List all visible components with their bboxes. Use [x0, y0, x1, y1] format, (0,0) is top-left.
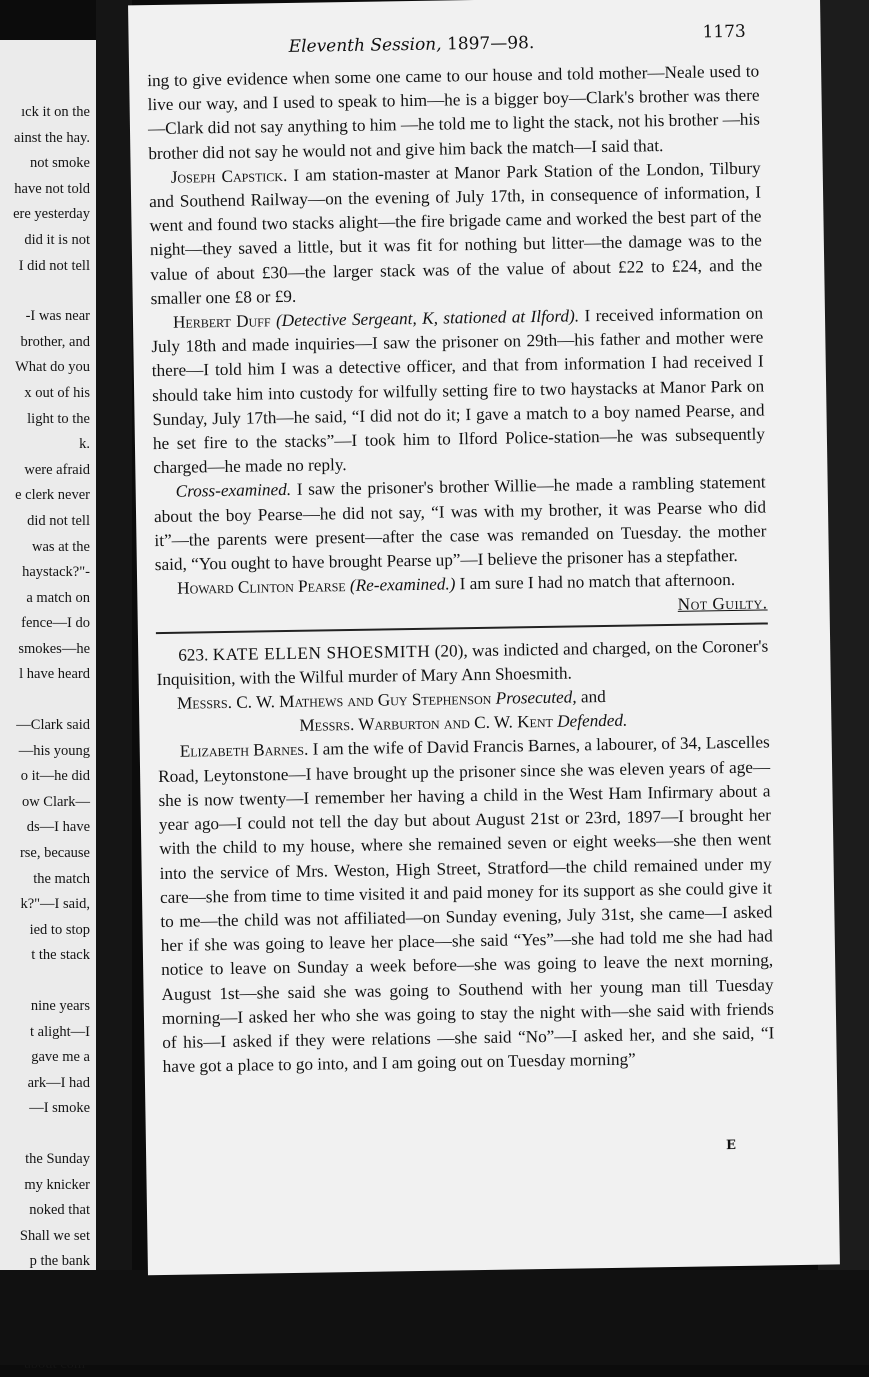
- left-page-line: gave me a: [31, 1049, 90, 1066]
- left-page-line: light to the: [27, 410, 90, 427]
- charge-text: was indicted and charged, on the Coroner's Inquisition, with the Wilful murder of Mary Ann Shoesmith.: [156, 636, 769, 689]
- left-page-line: ıck it on the: [21, 104, 90, 120]
- left-page-line: was at the: [32, 538, 90, 555]
- left-page-gap: [0, 279, 90, 304]
- defence-label: Defended.: [557, 710, 628, 732]
- witness-name: Joseph Capstick.: [170, 165, 288, 187]
- left-page-line: ainst the hay.: [14, 129, 90, 146]
- left-page-line: —Clark said: [16, 717, 90, 734]
- paragraph-duff: Herbert Duff (Detective Sergeant, K, stationed at Ilford). I received information on July 18th and made inquiries—I saw the prisoner on 29th—his father and mother were there—I told him I was a detective officer, and that from information I had received I should take him into custody for wilfully setting fire to two haystacks at Manor Park on Sunday, July 17th—he said, “I did not do it; I gave a match to a boy named Pearse, and he set fire to the stacks”—I took him to Ilford Police-station—he was subsequently charged—he made no reply.: [151, 303, 766, 478]
- left-page-line: t alight—I: [29, 1023, 90, 1040]
- paragraph-cross-examined: Cross-examined. I saw the prisoner's brother Willie—he made a rambling statement about the boy Pearse—he did not say, “I was with my brother, it was Pearse who did it”—the parents were present—after the case was remanded on Tuesday. the mother said, “You ought to have brought Pearse up”—I believe the prisoner has a stepfather.: [153, 472, 767, 575]
- witness-name: Herbert Duff: [172, 311, 271, 332]
- left-page-line: ark—I had: [27, 1074, 90, 1091]
- left-page-line: ied to stop: [29, 921, 90, 938]
- paragraph-continued-testimony: ing to give evidence when some one came to our house and told mother—Neale used to live our way, and I used to speak to him—he is a bigger boy—Clark's brother was there—Clark did not say anything to him —he told me to light the stack, not his brother —his brother did not say he would not and give him back the match—I said that.: [147, 61, 761, 163]
- witness-role: (Detective Sergeant, K, stationed at Ilford).: [275, 306, 580, 331]
- left-page-line: t the stack: [31, 947, 90, 964]
- left-page-line: k?"—I said,: [20, 896, 90, 913]
- left-page-line: ow Clark—: [21, 793, 90, 810]
- left-page-gap: [0, 969, 90, 994]
- verdict: Not Guilty.: [677, 593, 768, 615]
- left-page-line: Shall we set: [19, 1227, 90, 1244]
- bottom-shadow: [0, 1270, 869, 1365]
- left-page-line: ds—I have: [26, 819, 90, 836]
- left-page-line: fence—I do: [21, 615, 90, 632]
- paragraph-barnes: Elizabeth Barnes. I am the wife of David Francis Barnes, a labourer, of 34, Lascelles Road, Leytonstone—I have brought up the prisoner since she was eleven years of age—she is now twenty—I remember her having a child in the West Ham Infirmary about a year ago—I could not tell the day but about August 21st or 23rd, 1897—I brought her with the child to my house, where she remained seven or eight weeks—she then went into the service of Mrs. Weston, High Street, Stratford—the child remained under my care—she from time to time visited it and paid money for its support as she could give it to me—the child was not affiliated—on Sunday evening, July 31st, she came—I asked her if she was going to leave her place—she said “Yes”—she had told me she had had notice to leave on Sunday a week before—she was going to leave the next morning, August 1st—she said she was going to Southend with her young man till Tuesday morning—I asked her who she was going to stay the night with—she said with friends of his—I asked if they were relations —she said “No”—I asked her, and she said, “I have got a place to go into, and I am going out on Tuesday morning”: [158, 732, 775, 1077]
- defendant-age: (20),: [434, 640, 468, 661]
- left-page-line: have not told: [14, 180, 90, 197]
- left-page-line: did it is not: [24, 231, 90, 248]
- left-page-line: —his young: [18, 742, 90, 759]
- left-page-gap: [0, 688, 90, 713]
- left-page-line: -I was near: [25, 308, 90, 325]
- signature-mark: E: [725, 1138, 737, 1154]
- left-facing-page: [0, 40, 99, 1280]
- defence-counsel: Messrs. Warburton and C. W. Kent Defended.: [299, 710, 628, 736]
- left-page-line: What do you: [15, 359, 90, 376]
- running-head: Eleventh Session, 1897—98.: [288, 33, 535, 57]
- page-body: [147, 60, 775, 1080]
- left-page-line: not smoke: [29, 155, 90, 172]
- witness-name: Elizabeth Barnes.: [179, 740, 309, 762]
- left-page-line: x out of his: [24, 384, 90, 401]
- prosecution-label: Prosecuted,: [495, 687, 577, 708]
- page-header: [128, 21, 820, 62]
- defendant-name: KATE ELLEN SHOESMITH: [212, 641, 431, 664]
- left-page-line: were afraid: [24, 461, 90, 478]
- left-page-line: noked that: [29, 1202, 90, 1219]
- left-page-line: o it—he did: [20, 768, 90, 785]
- left-page-text: [0, 100, 90, 1377]
- witness-name: Howard Clinton Pearse: [177, 576, 346, 598]
- left-page-line: the Sunday: [25, 1150, 90, 1167]
- left-page-line: nine years: [30, 998, 90, 1014]
- paragraph-capstick: Joseph Capstick. I am station-master at Manor Park Station of the London, Tilbury and Southend Railway—on the evening of July 17th, in consequence of information, I went and found two stacks alight—the fire brigade came and worked the best part of the night—they saved a little, but it was fit for nothing but litter—the damage was to the value of about £30—the larger stack was of the value of about £22 to £24, and the smaller one £8 or £9.: [148, 158, 763, 308]
- left-page-line: haystack?"-: [22, 564, 90, 581]
- case-number: 623.: [178, 644, 209, 665]
- witness-role: (Re-examined.): [349, 574, 456, 596]
- left-page-line: smokes—he: [18, 640, 90, 657]
- left-page-line: my knicker: [24, 1176, 90, 1193]
- book-gutter: [96, 0, 132, 1365]
- left-page-gap: [0, 1122, 90, 1147]
- page-number: 1173: [702, 21, 746, 43]
- left-page-line: p the bank: [29, 1253, 90, 1270]
- left-page-line: brother, and: [20, 333, 90, 350]
- prosecution-counsel: Messrs. C. W. Mathews and Guy Stephenson Prosecuted, and: [176, 687, 606, 713]
- left-page-line: the match: [33, 870, 90, 887]
- paragraph-pearse: Howard Clinton Pearse (Re-examined.) I am sure I had no match that afternoon.: [177, 570, 736, 598]
- left-page-line: ere yesterday: [13, 206, 90, 223]
- left-page-line: e clerk never: [15, 487, 90, 504]
- left-page-line: did not tell: [27, 512, 90, 529]
- right-page: [128, 0, 840, 1275]
- left-page-line: I did not tell: [18, 257, 90, 274]
- left-page-line: rse, because: [19, 845, 90, 862]
- left-page-line: a match on: [26, 589, 90, 606]
- running-head-years: 1897—98.: [446, 33, 535, 55]
- left-page-line: k.: [79, 436, 90, 453]
- left-page-line: —I smoke: [29, 1100, 90, 1117]
- left-page-line: l have heard: [19, 666, 90, 683]
- cross-examined-label: Cross-examined.: [175, 480, 292, 502]
